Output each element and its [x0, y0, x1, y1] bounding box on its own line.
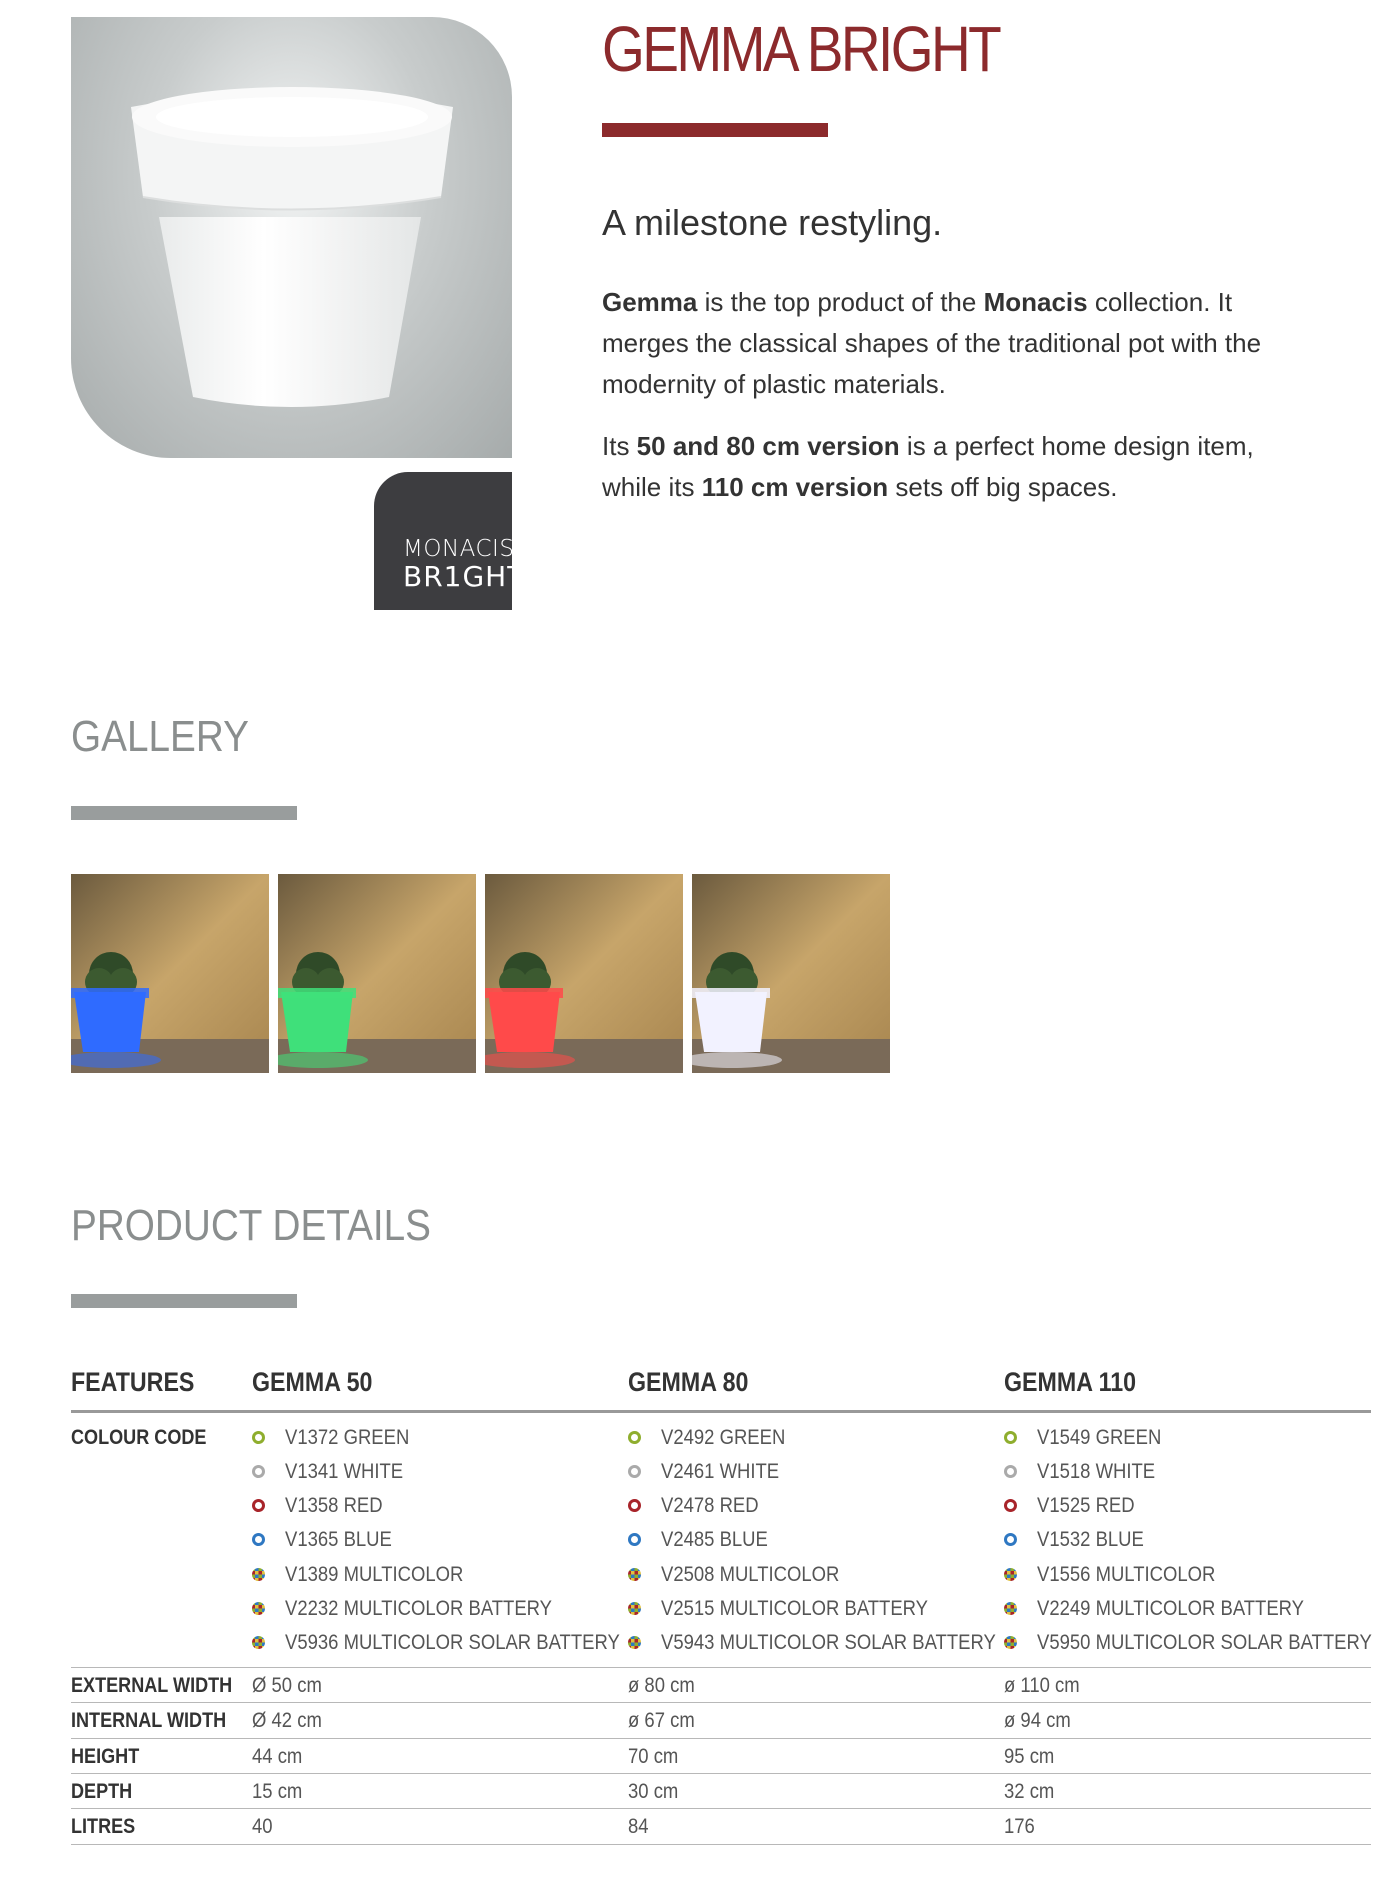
- intro-paragraph-2: [602, 426, 1302, 508]
- colour-swatch-icon: [628, 1568, 641, 1581]
- colour-code-item: V2461 WHITE: [661, 1460, 780, 1483]
- colour-code-item: V1365 BLUE: [285, 1528, 392, 1551]
- row-divider: [71, 1844, 1371, 1845]
- intro-paragraph-1: [602, 282, 1302, 405]
- colour-code-item: V2508 MULTICOLOR: [661, 1563, 840, 1586]
- colour-swatch-icon: [1004, 1431, 1017, 1444]
- gallery-thumb[interactable]: [71, 874, 269, 1073]
- colour-code-item: V1525 RED: [1037, 1494, 1135, 1517]
- colour-code-item: V1518 WHITE: [1037, 1460, 1156, 1483]
- features-header: FEATURES: [71, 1367, 195, 1397]
- row-divider: [71, 1702, 1371, 1703]
- spec-value: 32 cm: [1004, 1780, 1055, 1803]
- tagline: A milestone restyling.: [602, 202, 943, 243]
- product-hero-image: [71, 17, 512, 458]
- page-title: GEMMA BRIGHT: [602, 13, 1000, 85]
- spec-label: LITRES: [71, 1815, 136, 1838]
- spec-label: HEIGHT: [71, 1745, 140, 1768]
- colour-swatch-icon: [1004, 1568, 1017, 1581]
- bold-110-version: 110 cm version: [701, 472, 889, 502]
- details-underline: [71, 1294, 297, 1308]
- spec-value: ø 110 cm: [1004, 1674, 1080, 1697]
- pot-illustration: [71, 17, 512, 458]
- colour-code-item: V1532 BLUE: [1037, 1528, 1144, 1551]
- gemma-110-header: GEMMA 110: [1004, 1367, 1137, 1397]
- bold-monacis: Monacis: [983, 287, 1088, 317]
- spec-value: Ø 50 cm: [252, 1674, 322, 1697]
- spec-value: ø 80 cm: [628, 1674, 695, 1697]
- spec-value: 44 cm: [252, 1745, 303, 1768]
- spec-value: ø 67 cm: [628, 1709, 695, 1732]
- row-divider: [71, 1773, 1371, 1774]
- text: collection. It merges the classical shapes of the traditional pot with the modernity of plastic materials.: [602, 287, 1262, 399]
- gallery-thumb[interactable]: [485, 874, 683, 1073]
- colour-code-item: V1389 MULTICOLOR: [285, 1563, 464, 1586]
- header-rule: [71, 1410, 1371, 1413]
- spec-value: 95 cm: [1004, 1745, 1055, 1768]
- spec-value: ø 94 cm: [1004, 1709, 1071, 1732]
- row-divider: [71, 1808, 1371, 1809]
- brand-line-1: MONACIS: [403, 536, 515, 562]
- colour-code-item: V2478 RED: [661, 1494, 759, 1517]
- colour-swatch-icon: [1004, 1465, 1017, 1478]
- colour-swatch-icon: [628, 1431, 641, 1444]
- colour-code-item: V1358 RED: [285, 1494, 383, 1517]
- colour-code-item: V2492 GREEN: [661, 1426, 786, 1449]
- colour-code-item: V2515 MULTICOLOR BATTERY: [661, 1597, 929, 1620]
- spec-value: 30 cm: [628, 1780, 679, 1803]
- monacis-bright-logo: [374, 472, 526, 610]
- spec-label: INTERNAL WIDTH: [71, 1709, 227, 1732]
- spec-value: 176: [1004, 1815, 1035, 1838]
- gallery-underline: [71, 806, 297, 820]
- brand-line-2: BR1GHT: [403, 560, 526, 593]
- colour-swatch-icon: [252, 1568, 265, 1581]
- text: is the top product of the: [697, 287, 984, 317]
- colour-swatch-icon: [628, 1533, 641, 1546]
- colour-swatch-icon: [252, 1499, 265, 1512]
- spec-value: 70 cm: [628, 1745, 679, 1768]
- colour-swatch-icon: [628, 1602, 641, 1615]
- colour-swatch-icon: [1004, 1499, 1017, 1512]
- colour-swatch-icon: [252, 1431, 265, 1444]
- colour-swatch-icon: [628, 1636, 641, 1649]
- row-divider: [71, 1738, 1371, 1739]
- colour-swatch-icon: [252, 1533, 265, 1546]
- gallery-thumb[interactable]: [692, 874, 890, 1073]
- text: is a perfect home design item, while its: [602, 431, 1254, 502]
- product-details-title: PRODUCT DETAILS: [71, 1201, 432, 1250]
- colour-swatch-icon: [252, 1465, 265, 1478]
- text: sets off big spaces.: [888, 472, 1118, 502]
- colour-code-item: V1341 WHITE: [285, 1460, 404, 1483]
- bold-versions: 50 and 80 cm version: [636, 431, 900, 461]
- colour-code-item: V2249 MULTICOLOR BATTERY: [1037, 1597, 1305, 1620]
- colour-swatch-icon: [252, 1636, 265, 1649]
- gemma-80-header: GEMMA 80: [628, 1367, 749, 1397]
- colour-code-item: V5943 MULTICOLOR SOLAR BATTERY: [661, 1631, 996, 1654]
- colour-code-item: V5936 MULTICOLOR SOLAR BATTERY: [285, 1631, 620, 1654]
- colour-swatch-icon: [1004, 1602, 1017, 1615]
- colour-code-item: V5950 MULTICOLOR SOLAR BATTERY: [1037, 1631, 1372, 1654]
- colour-code-item: V2485 BLUE: [661, 1528, 768, 1551]
- gallery-title: GALLERY: [71, 712, 249, 761]
- spec-value: 84: [628, 1815, 649, 1838]
- colour-swatch-icon: [628, 1499, 641, 1512]
- spec-value: 40: [252, 1815, 273, 1838]
- colour-code-label: COLOUR CODE: [71, 1426, 207, 1449]
- colour-code-item: V1556 MULTICOLOR: [1037, 1563, 1216, 1586]
- text: Its: [602, 431, 637, 461]
- row-divider: [71, 1667, 1371, 1668]
- colour-code-item: V1372 GREEN: [285, 1426, 410, 1449]
- colour-swatch-icon: [1004, 1533, 1017, 1546]
- bold-gemma: Gemma: [602, 287, 698, 317]
- spec-label: DEPTH: [71, 1780, 133, 1803]
- spec-value: 15 cm: [252, 1780, 303, 1803]
- colour-code-item: V1549 GREEN: [1037, 1426, 1162, 1449]
- colour-swatch-icon: [628, 1465, 641, 1478]
- colour-swatch-icon: [252, 1602, 265, 1615]
- title-underline: [602, 123, 828, 137]
- spec-value: Ø 42 cm: [252, 1709, 322, 1732]
- gallery-thumb[interactable]: [278, 874, 476, 1073]
- spec-label: EXTERNAL WIDTH: [71, 1674, 233, 1697]
- gemma-50-header: GEMMA 50: [252, 1367, 373, 1397]
- colour-code-item: V2232 MULTICOLOR BATTERY: [285, 1597, 553, 1620]
- colour-swatch-icon: [1004, 1636, 1017, 1649]
